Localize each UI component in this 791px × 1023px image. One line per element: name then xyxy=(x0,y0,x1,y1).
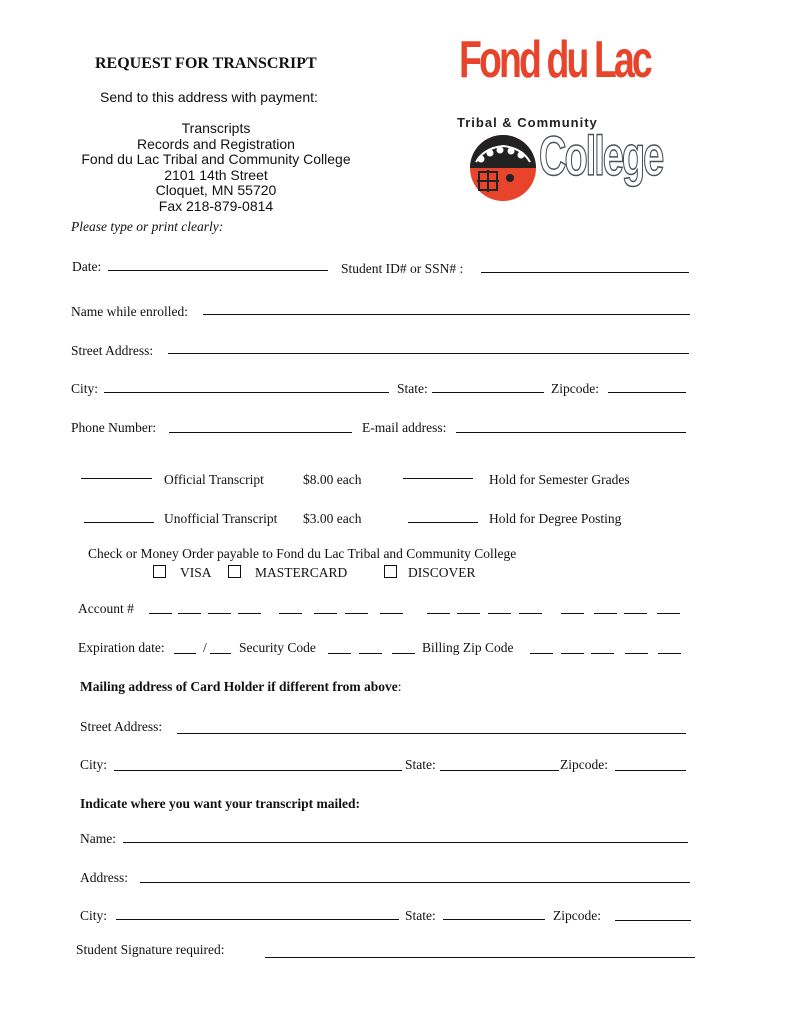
mailing-state-field[interactable] xyxy=(443,919,545,920)
billing-zip-label: Billing Zip Code xyxy=(422,640,514,655)
visa-label: VISA xyxy=(180,565,212,580)
expiration-slash: / xyxy=(203,640,207,655)
address-line: Cloquet, MN 55720 xyxy=(155,182,277,198)
official-transcript-qty-field[interactable] xyxy=(81,478,152,479)
email-label: E-mail address: xyxy=(362,420,447,435)
address-line: Fond du Lac Tribal and Community College xyxy=(81,151,351,167)
student-id-field[interactable] xyxy=(481,272,689,273)
account-digit-field[interactable] xyxy=(380,613,403,614)
mailing-address-block xyxy=(56,121,376,214)
account-digit-field[interactable] xyxy=(314,613,337,614)
account-digit-field[interactable] xyxy=(208,613,231,614)
billing-zip-digit-field[interactable] xyxy=(530,653,553,654)
cardholder-city-label: City: xyxy=(80,757,108,772)
signature-field[interactable] xyxy=(265,957,695,958)
city-field[interactable] xyxy=(104,392,389,393)
security-digit-field[interactable] xyxy=(392,653,415,654)
cardholder-heading xyxy=(80,679,402,695)
city-label: City: xyxy=(71,381,99,396)
phone-label: Phone Number: xyxy=(71,420,157,435)
billing-zip-digit-field[interactable] xyxy=(591,653,614,654)
state-label: State: xyxy=(397,381,428,396)
hold-semester-field[interactable] xyxy=(403,478,473,479)
hold-semester-label: Hold for Semester Grades xyxy=(489,472,630,487)
account-digit-field[interactable] xyxy=(561,613,584,614)
address-line: Records and Registration xyxy=(137,135,295,152)
account-digit-field[interactable] xyxy=(427,613,450,614)
send-to-text: Send to this address with payment: xyxy=(100,89,318,105)
zipcode-label: Zipcode: xyxy=(551,381,599,396)
mailing-name-field[interactable] xyxy=(123,842,688,843)
mailing-address-label: Address: xyxy=(80,870,128,885)
unofficial-transcript-qty-field[interactable] xyxy=(84,522,154,523)
expiration-month-field[interactable] xyxy=(174,653,196,654)
logo-wordmark-bottom: College xyxy=(539,124,663,187)
logo-emblem-icon xyxy=(463,132,545,202)
account-digit-field[interactable] xyxy=(657,613,680,614)
address-line: 2101 14th Street xyxy=(164,166,268,183)
expiration-label: Expiration date: xyxy=(78,640,165,655)
account-digit-field[interactable] xyxy=(519,613,542,614)
date-label: Date: xyxy=(72,259,102,274)
account-digit-field[interactable] xyxy=(457,613,480,614)
mastercard-checkbox[interactable] xyxy=(228,565,241,578)
street-address-field[interactable] xyxy=(168,353,689,354)
form-title: REQUEST FOR TRANSCRIPT xyxy=(95,55,317,72)
unofficial-transcript-price: $3.00 each xyxy=(303,511,362,526)
instruction-text: Please type or print clearly: xyxy=(71,219,224,234)
name-enrolled-field[interactable] xyxy=(203,314,690,315)
email-field[interactable] xyxy=(456,432,686,433)
name-enrolled-label: Name while enrolled: xyxy=(71,304,188,319)
security-digit-field[interactable] xyxy=(359,653,382,654)
unofficial-transcript-label: Unofficial Transcript xyxy=(164,511,278,526)
cardholder-state-field[interactable] xyxy=(440,770,559,771)
account-label: Account # xyxy=(78,601,134,616)
billing-zip-digit-field[interactable] xyxy=(658,653,681,654)
account-digit-field[interactable] xyxy=(279,613,302,614)
date-field[interactable] xyxy=(108,270,328,271)
cardholder-city-field[interactable] xyxy=(114,770,402,771)
security-digit-field[interactable] xyxy=(328,653,351,654)
mailing-state-label: State: xyxy=(405,908,436,923)
address-line: Fax 218-879-0814 xyxy=(158,197,274,214)
cardholder-heading-text: Mailing address of Card Holder if different from above xyxy=(80,679,398,694)
account-digit-field[interactable] xyxy=(488,613,511,614)
phone-field[interactable] xyxy=(169,432,352,433)
student-id-label: Student ID# or SSN# : xyxy=(341,261,464,276)
hold-degree-field[interactable] xyxy=(408,522,478,523)
cardholder-street-label: Street Address: xyxy=(80,719,163,734)
cardholder-street-field[interactable] xyxy=(177,733,686,734)
logo-tagline: Tribal & Community xyxy=(457,115,598,130)
street-address-label: Street Address: xyxy=(71,343,154,358)
hold-degree-label: Hold for Degree Posting xyxy=(489,511,622,526)
signature-label: Student Signature required: xyxy=(76,942,225,957)
mastercard-label: MASTERCARD xyxy=(255,565,348,580)
account-digit-field[interactable] xyxy=(178,613,201,614)
cardholder-zip-field[interactable] xyxy=(615,770,686,771)
mailing-zip-label: Zipcode: xyxy=(553,908,601,923)
logo-wordmark-top: Fond du Lac xyxy=(459,31,650,89)
mailing-heading: Indicate where you want your transcript mailed: xyxy=(80,796,360,811)
discover-label: DISCOVER xyxy=(408,565,476,580)
cardholder-state-label: State: xyxy=(405,757,436,772)
payable-text: Check or Money Order payable to Fond du Lac Tribal and Community College xyxy=(88,546,517,561)
official-transcript-price: $8.00 each xyxy=(303,472,362,487)
college-logo xyxy=(455,32,670,212)
billing-zip-digit-field[interactable] xyxy=(561,653,584,654)
cardholder-heading-colon: : xyxy=(397,679,402,694)
address-line: Transcripts xyxy=(181,120,251,136)
billing-zip-digit-field[interactable] xyxy=(625,653,648,654)
state-field[interactable] xyxy=(432,392,544,393)
discover-checkbox[interactable] xyxy=(384,565,397,578)
account-digit-field[interactable] xyxy=(624,613,647,614)
mailing-zip-field[interactable] xyxy=(615,920,691,921)
official-transcript-label: Official Transcript xyxy=(164,472,264,487)
account-digit-field[interactable] xyxy=(345,613,368,614)
mailing-address-field[interactable] xyxy=(140,882,690,883)
zipcode-field[interactable] xyxy=(608,392,686,393)
cardholder-zip-label: Zipcode: xyxy=(560,757,608,772)
account-digit-field[interactable] xyxy=(594,613,617,614)
visa-checkbox[interactable] xyxy=(153,565,166,578)
account-digit-field[interactable] xyxy=(149,613,172,614)
mailing-city-field[interactable] xyxy=(116,919,399,920)
account-digit-field[interactable] xyxy=(238,613,261,614)
mailing-name-label: Name: xyxy=(80,831,116,846)
security-code-label: Security Code xyxy=(239,640,316,655)
expiration-year-field[interactable] xyxy=(210,653,231,654)
mailing-city-label: City: xyxy=(80,908,108,923)
